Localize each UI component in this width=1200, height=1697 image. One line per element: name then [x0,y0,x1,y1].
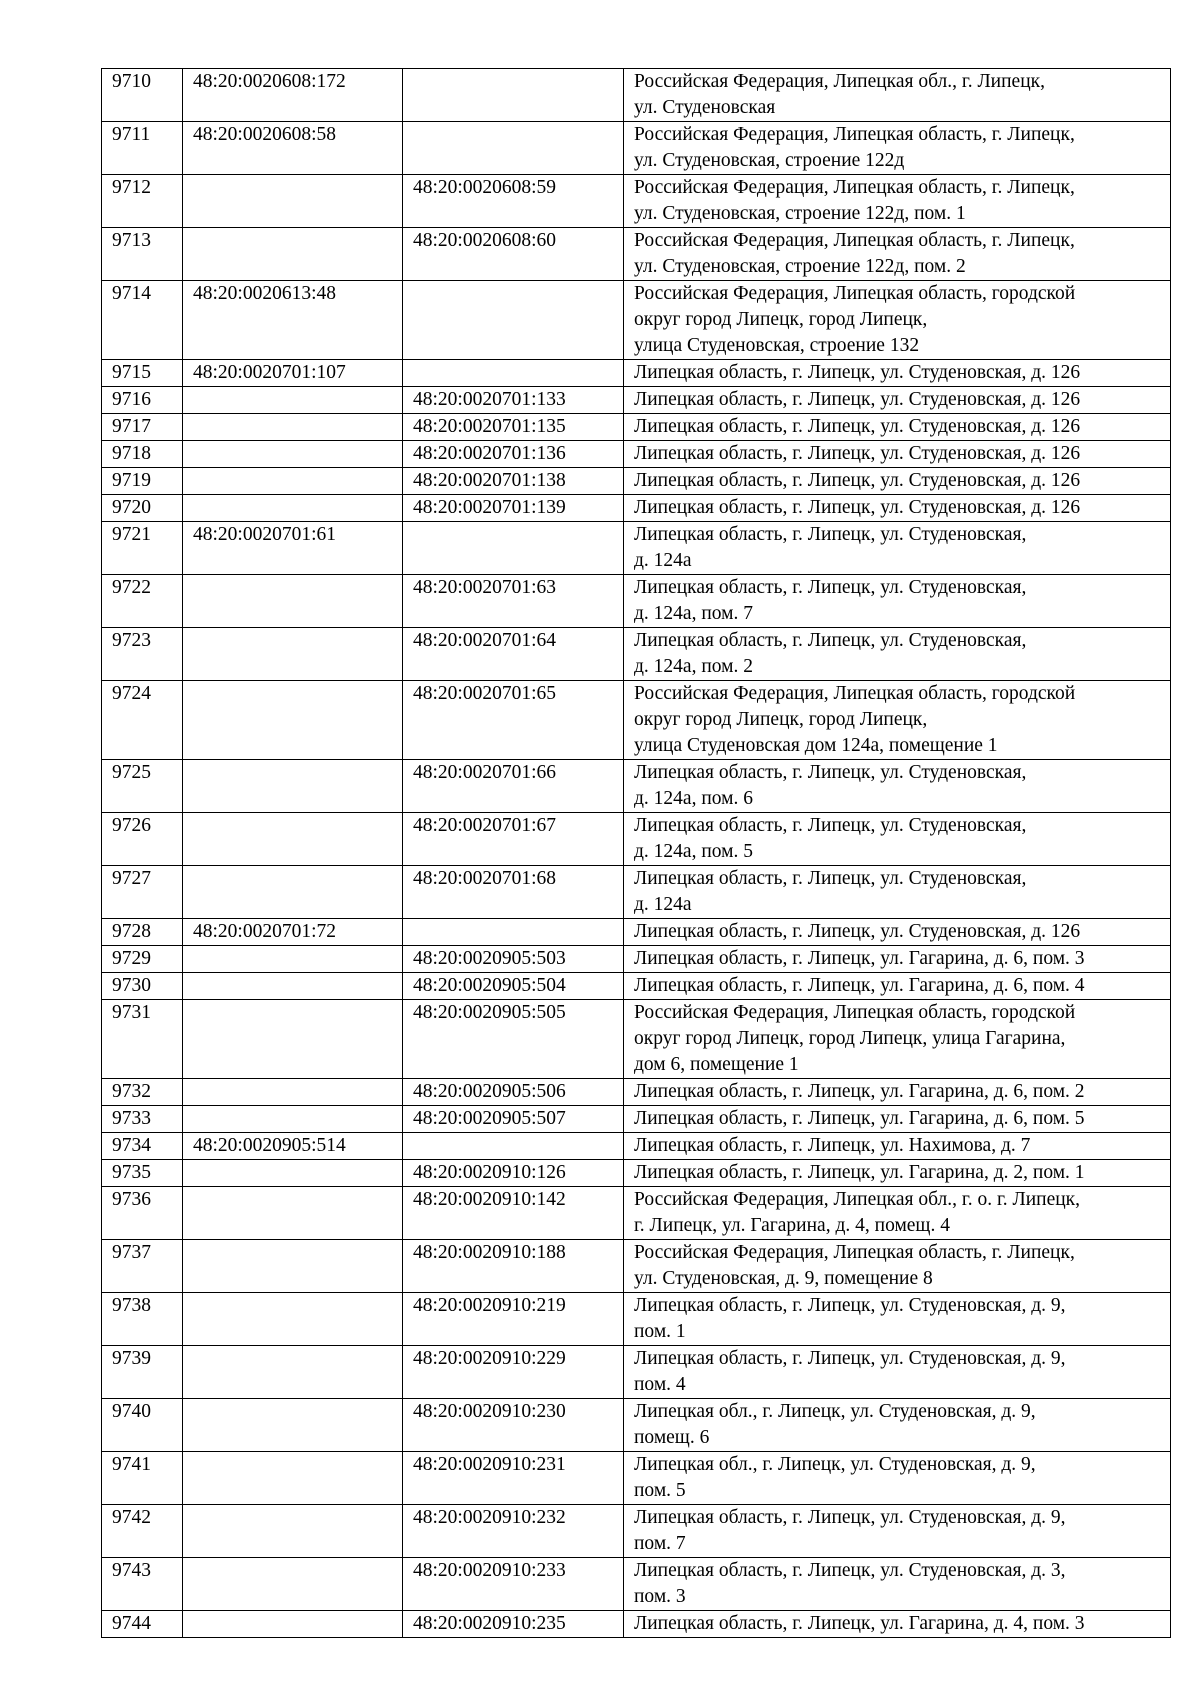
row-number-cell: 9730 [102,973,183,1000]
object-cadastral-number-cell: 48:20:0020910:142 [403,1187,624,1240]
address-cell: Российская Федерация, Липецкая область, г. Липецк, ул. Студеновская, строение 122д, пом. 1 [624,175,1171,228]
table-row [102,1452,1171,1505]
object-cadastral-number-cell: 48:20:0020905:503 [403,946,624,973]
row-number-cell: 9713 [102,228,183,281]
object-cadastral-number-cell: 48:20:0020701:63 [403,575,624,628]
row-number-cell: 9716 [102,387,183,414]
object-cadastral-number-cell: 48:20:0020701:66 [403,760,624,813]
row-number-cell: 9714 [102,281,183,360]
table-row [102,1558,1171,1611]
table-row [102,1160,1171,1187]
address-cell: Липецкая область, г. Липецк, ул. Гагарина, д. 2, пом. 1 [624,1160,1171,1187]
table-row [102,1293,1171,1346]
parcel-cadastral-number-cell [183,175,403,228]
object-cadastral-number-cell [403,69,624,122]
parcel-cadastral-number-cell: 48:20:0020613:48 [183,281,403,360]
object-cadastral-number-cell [403,522,624,575]
row-number-cell: 9734 [102,1133,183,1160]
object-cadastral-number-cell [403,360,624,387]
address-cell: Липецкая область, г. Липецк, ул. Гагарина, д. 6, пом. 5 [624,1106,1171,1133]
row-number-cell: 9720 [102,495,183,522]
row-number-cell: 9742 [102,1505,183,1558]
table-row [102,1000,1171,1079]
table-row [102,228,1171,281]
object-cadastral-number-cell: 48:20:0020701:133 [403,387,624,414]
object-cadastral-number-cell: 48:20:0020910:229 [403,1346,624,1399]
object-cadastral-number-cell: 48:20:0020905:504 [403,973,624,1000]
row-number-cell: 9722 [102,575,183,628]
row-number-cell: 9732 [102,1079,183,1106]
table-row [102,919,1171,946]
object-cadastral-number-cell [403,122,624,175]
address-cell: Российская Федерация, Липецкая область, городской округ город Липецк, город Липецк, улица Гагарина, дом 6, помещение 1 [624,1000,1171,1079]
object-cadastral-number-cell: 48:20:0020701:135 [403,414,624,441]
parcel-cadastral-number-cell: 48:20:0020701:61 [183,522,403,575]
table-row [102,522,1171,575]
address-cell: Липецкая область, г. Липецк, ул. Нахимова, д. 7 [624,1133,1171,1160]
row-number-cell: 9711 [102,122,183,175]
document-page [101,68,1170,1638]
row-number-cell: 9715 [102,360,183,387]
parcel-cadastral-number-cell [183,1160,403,1187]
row-number-cell: 9744 [102,1611,183,1638]
parcel-cadastral-number-cell [183,387,403,414]
object-cadastral-number-cell [403,1133,624,1160]
table-row [102,69,1171,122]
parcel-cadastral-number-cell [183,1399,403,1452]
row-number-cell: 9743 [102,1558,183,1611]
address-cell: Российская Федерация, Липецкая обл., г. о. г. Липецк, г. Липецк, ул. Гагарина, д. 4, помещ. 4 [624,1187,1171,1240]
address-cell: Липецкая обл., г. Липецк, ул. Студеновская, д. 9, пом. 5 [624,1452,1171,1505]
table-row [102,866,1171,919]
address-cell: Липецкая область, г. Липецк, ул. Гагарина, д. 4, пом. 3 [624,1611,1171,1638]
table-row [102,681,1171,760]
address-cell: Липецкая область, г. Липецк, ул. Студеновская, д. 124а, пом. 6 [624,760,1171,813]
table-row [102,1187,1171,1240]
address-cell: Липецкая область, г. Липецк, ул. Студеновская, д. 124а, пом. 5 [624,813,1171,866]
object-cadastral-number-cell: 48:20:0020910:232 [403,1505,624,1558]
row-number-cell: 9712 [102,175,183,228]
row-number-cell: 9728 [102,919,183,946]
parcel-cadastral-number-cell: 48:20:0020701:107 [183,360,403,387]
table-row [102,946,1171,973]
object-cadastral-number-cell: 48:20:0020910:219 [403,1293,624,1346]
parcel-cadastral-number-cell [183,1611,403,1638]
row-number-cell: 9723 [102,628,183,681]
table-row [102,281,1171,360]
row-number-cell: 9721 [102,522,183,575]
parcel-cadastral-number-cell: 48:20:0020608:58 [183,122,403,175]
address-cell: Российская Федерация, Липецкая обл., г. Липецк, ул. Студеновская [624,69,1171,122]
object-cadastral-number-cell: 48:20:0020701:138 [403,468,624,495]
parcel-cadastral-number-cell [183,946,403,973]
parcel-cadastral-number-cell [183,866,403,919]
table-row [102,441,1171,468]
registry-table-body [102,69,1171,1638]
address-cell: Липецкая область, г. Липецк, ул. Студеновская, д. 3, пом. 3 [624,1558,1171,1611]
parcel-cadastral-number-cell [183,1505,403,1558]
parcel-cadastral-number-cell [183,1346,403,1399]
object-cadastral-number-cell: 48:20:0020701:67 [403,813,624,866]
parcel-cadastral-number-cell [183,1452,403,1505]
address-cell: Липецкая область, г. Липецк, ул. Студеновская, д. 9, пом. 7 [624,1505,1171,1558]
table-row [102,1611,1171,1638]
parcel-cadastral-number-cell [183,1000,403,1079]
row-number-cell: 9727 [102,866,183,919]
table-row [102,973,1171,1000]
parcel-cadastral-number-cell [183,1106,403,1133]
parcel-cadastral-number-cell [183,1558,403,1611]
parcel-cadastral-number-cell [183,813,403,866]
row-number-cell: 9733 [102,1106,183,1133]
address-cell: Липецкая область, г. Липецк, ул. Студеновская, д. 126 [624,414,1171,441]
table-row [102,468,1171,495]
parcel-cadastral-number-cell [183,441,403,468]
address-cell: Липецкая область, г. Липецк, ул. Студеновская, д. 124а [624,522,1171,575]
row-number-cell: 9737 [102,1240,183,1293]
row-number-cell: 9717 [102,414,183,441]
parcel-cadastral-number-cell: 48:20:0020701:72 [183,919,403,946]
table-row [102,1346,1171,1399]
table-row [102,813,1171,866]
row-number-cell: 9718 [102,441,183,468]
parcel-cadastral-number-cell [183,973,403,1000]
object-cadastral-number-cell: 48:20:0020701:136 [403,441,624,468]
parcel-cadastral-number-cell [183,414,403,441]
address-cell: Липецкая обл., г. Липецк, ул. Студеновская, д. 9, помещ. 6 [624,1399,1171,1452]
address-cell: Липецкая область, г. Липецк, ул. Гагарина, д. 6, пом. 4 [624,973,1171,1000]
row-number-cell: 9738 [102,1293,183,1346]
address-cell: Липецкая область, г. Липецк, ул. Студеновская, д. 9, пом. 4 [624,1346,1171,1399]
row-number-cell: 9735 [102,1160,183,1187]
address-cell: Липецкая область, г. Липецк, ул. Гагарина, д. 6, пом. 2 [624,1079,1171,1106]
table-row [102,1505,1171,1558]
object-cadastral-number-cell: 48:20:0020608:60 [403,228,624,281]
table-row [102,122,1171,175]
address-cell: Липецкая область, г. Липецк, ул. Студеновская, д. 126 [624,441,1171,468]
address-cell: Липецкая область, г. Липецк, ул. Студеновская, д. 124а [624,866,1171,919]
table-row [102,175,1171,228]
object-cadastral-number-cell: 48:20:0020910:230 [403,1399,624,1452]
object-cadastral-number-cell: 48:20:0020701:139 [403,495,624,522]
table-row [102,1079,1171,1106]
parcel-cadastral-number-cell [183,681,403,760]
object-cadastral-number-cell: 48:20:0020701:64 [403,628,624,681]
parcel-cadastral-number-cell: 48:20:0020608:172 [183,69,403,122]
row-number-cell: 9725 [102,760,183,813]
parcel-cadastral-number-cell [183,1240,403,1293]
parcel-cadastral-number-cell [183,1079,403,1106]
table-row [102,760,1171,813]
row-number-cell: 9710 [102,69,183,122]
address-cell: Липецкая область, г. Липецк, ул. Студеновская, д. 9, пом. 1 [624,1293,1171,1346]
table-row [102,387,1171,414]
object-cadastral-number-cell: 48:20:0020910:233 [403,1558,624,1611]
address-cell: Российская Федерация, Липецкая область, г. Липецк, ул. Студеновская, строение 122д, пом. 2 [624,228,1171,281]
address-cell: Российская Федерация, Липецкая область, городской округ город Липецк, город Липецк, улица Студеновская, строение 132 [624,281,1171,360]
row-number-cell: 9731 [102,1000,183,1079]
address-cell: Липецкая область, г. Липецк, ул. Гагарина, д. 6, пом. 3 [624,946,1171,973]
object-cadastral-number-cell: 48:20:0020910:231 [403,1452,624,1505]
row-number-cell: 9724 [102,681,183,760]
table-row [102,495,1171,522]
parcel-cadastral-number-cell [183,228,403,281]
parcel-cadastral-number-cell [183,628,403,681]
row-number-cell: 9739 [102,1346,183,1399]
object-cadastral-number-cell [403,281,624,360]
address-cell: Липецкая область, г. Липецк, ул. Студеновская, д. 126 [624,360,1171,387]
parcel-cadastral-number-cell [183,760,403,813]
address-cell: Липецкая область, г. Липецк, ул. Студеновская, д. 126 [624,387,1171,414]
object-cadastral-number-cell: 48:20:0020905:505 [403,1000,624,1079]
object-cadastral-number-cell: 48:20:0020905:506 [403,1079,624,1106]
row-number-cell: 9740 [102,1399,183,1452]
object-cadastral-number-cell: 48:20:0020905:507 [403,1106,624,1133]
table-row [102,1133,1171,1160]
row-number-cell: 9729 [102,946,183,973]
object-cadastral-number-cell: 48:20:0020910:188 [403,1240,624,1293]
registry-table [101,68,1171,1638]
table-row [102,575,1171,628]
row-number-cell: 9719 [102,468,183,495]
row-number-cell: 9736 [102,1187,183,1240]
table-row [102,1106,1171,1133]
address-cell: Липецкая область, г. Липецк, ул. Студеновская, д. 126 [624,919,1171,946]
parcel-cadastral-number-cell [183,495,403,522]
address-cell: Липецкая область, г. Липецк, ул. Студеновская, д. 124а, пом. 7 [624,575,1171,628]
address-cell: Российская Федерация, Липецкая область, г. Липецк, ул. Студеновская, строение 122д [624,122,1171,175]
object-cadastral-number-cell [403,919,624,946]
parcel-cadastral-number-cell: 48:20:0020905:514 [183,1133,403,1160]
parcel-cadastral-number-cell [183,468,403,495]
parcel-cadastral-number-cell [183,1187,403,1240]
table-row [102,414,1171,441]
address-cell: Российская Федерация, Липецкая область, городской округ город Липецк, город Липецк, улица Студеновская дом 124а, помещение 1 [624,681,1171,760]
table-row [102,628,1171,681]
address-cell: Липецкая область, г. Липецк, ул. Студеновская, д. 126 [624,468,1171,495]
address-cell: Российская Федерация, Липецкая область, г. Липецк, ул. Студеновская, д. 9, помещение 8 [624,1240,1171,1293]
table-row [102,360,1171,387]
parcel-cadastral-number-cell [183,1293,403,1346]
table-row [102,1399,1171,1452]
table-row [102,1240,1171,1293]
object-cadastral-number-cell: 48:20:0020910:126 [403,1160,624,1187]
object-cadastral-number-cell: 48:20:0020608:59 [403,175,624,228]
parcel-cadastral-number-cell [183,575,403,628]
address-cell: Липецкая область, г. Липецк, ул. Студеновская, д. 124а, пом. 2 [624,628,1171,681]
object-cadastral-number-cell: 48:20:0020701:65 [403,681,624,760]
address-cell: Липецкая область, г. Липецк, ул. Студеновская, д. 126 [624,495,1171,522]
object-cadastral-number-cell: 48:20:0020701:68 [403,866,624,919]
row-number-cell: 9741 [102,1452,183,1505]
object-cadastral-number-cell: 48:20:0020910:235 [403,1611,624,1638]
row-number-cell: 9726 [102,813,183,866]
